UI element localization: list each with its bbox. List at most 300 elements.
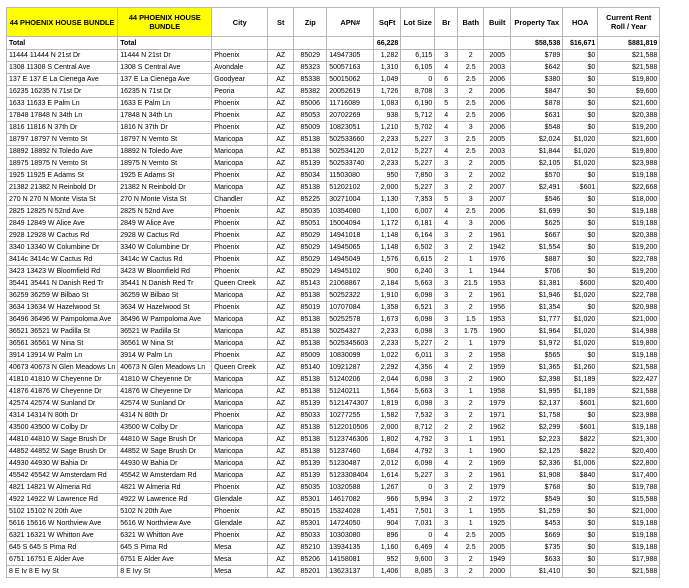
table-cell[interactable]: Chandler (212, 194, 268, 206)
total-cell[interactable] (294, 37, 327, 50)
table-cell[interactable]: AZ (268, 374, 294, 386)
table-cell[interactable]: 2,184 (374, 278, 401, 290)
table-cell[interactable]: $847 (511, 86, 563, 98)
table-cell[interactable]: $1,020 (563, 326, 598, 338)
table-cell[interactable]: 3 (435, 350, 458, 362)
table-cell[interactable]: Maricopa (212, 134, 268, 146)
table-cell[interactable]: Mesa (212, 554, 268, 566)
table-cell[interactable]: $22,427 (598, 374, 660, 386)
table-cell[interactable]: 85138 (294, 446, 327, 458)
table-cell[interactable]: 1961 (484, 230, 511, 242)
table-cell[interactable]: 1,673 (374, 314, 401, 326)
table-cell[interactable]: 2,012 (374, 146, 401, 158)
table-cell[interactable]: 17848 N 34th Ln (118, 110, 212, 122)
table-cell[interactable]: $1,020 (563, 338, 598, 350)
table-cell[interactable]: 2000 (484, 566, 511, 578)
table-cell[interactable]: 2 (458, 170, 484, 182)
table-cell[interactable]: 14945102 (327, 266, 374, 278)
table-cell[interactable]: Phoenix (212, 302, 268, 314)
table-cell[interactable]: 85143 (294, 278, 327, 290)
table-cell[interactable]: 4 (435, 530, 458, 542)
table-cell[interactable]: Avondale (212, 62, 268, 74)
table-cell[interactable]: 85301 (294, 494, 327, 506)
table-cell[interactable]: $1,908 (511, 470, 563, 482)
table-cell[interactable]: 3 (435, 314, 458, 326)
table-cell[interactable]: $0 (563, 482, 598, 494)
total-cell[interactable] (212, 37, 268, 50)
table-cell[interactable]: 1961 (484, 290, 511, 302)
table-cell[interactable]: 3 (435, 230, 458, 242)
table-cell[interactable]: $19,188 (598, 542, 660, 554)
table-cell[interactable]: 5,227 (401, 338, 435, 350)
table-cell[interactable]: 5123746306 (327, 434, 374, 446)
table-cell[interactable]: AZ (268, 182, 294, 194)
table-cell[interactable]: 1,100 (374, 206, 401, 218)
table-cell[interactable]: $789 (511, 50, 563, 62)
total-cell[interactable] (484, 37, 511, 50)
table-cell[interactable]: 4821 W Almeria Rd (118, 482, 212, 494)
table-cell[interactable]: 5616 W Northview Ave (118, 518, 212, 530)
header-cell[interactable]: City (212, 8, 268, 37)
table-cell[interactable]: 85053 (294, 110, 327, 122)
table-cell[interactable]: $21,000 (598, 506, 660, 518)
table-cell[interactable]: AZ (268, 86, 294, 98)
table-cell[interactable]: 137 E 137 E La Cienega Ave (7, 74, 118, 86)
table-cell[interactable]: 2 (458, 158, 484, 170)
table-cell[interactable]: 6,098 (401, 374, 435, 386)
table-cell[interactable]: 900 (374, 266, 401, 278)
table-cell[interactable]: 85138 (294, 314, 327, 326)
table-cell[interactable]: 2,000 (374, 422, 401, 434)
table-cell[interactable]: 3 (435, 446, 458, 458)
table-cell[interactable]: $21,600 (598, 134, 660, 146)
table-cell[interactable]: 4821 14821 W Almeria Rd (7, 482, 118, 494)
table-cell[interactable]: 1,022 (374, 350, 401, 362)
table-cell[interactable]: 4,792 (401, 446, 435, 458)
table-cell[interactable]: $21,600 (598, 98, 660, 110)
table-cell[interactable]: $840 (563, 470, 598, 482)
header-cell[interactable]: Zip (294, 8, 327, 37)
header-cell[interactable]: SqFt (374, 8, 401, 37)
table-cell[interactable]: $549 (511, 494, 563, 506)
table-cell[interactable]: 1,267 (374, 482, 401, 494)
table-cell[interactable]: 36496 W Pampoloma Ave (118, 314, 212, 326)
table-cell[interactable]: $22,788 (598, 290, 660, 302)
table-cell[interactable]: 2 (435, 338, 458, 350)
table-cell[interactable]: 2,233 (374, 326, 401, 338)
table-cell[interactable]: 85138 (294, 146, 327, 158)
table-cell[interactable]: Maricopa (212, 422, 268, 434)
table-cell[interactable]: 3414c 3414c W Cactus Rd (7, 254, 118, 266)
table-cell[interactable]: 7,031 (401, 518, 435, 530)
table-cell[interactable]: 5,702 (401, 122, 435, 134)
table-cell[interactable]: Maricopa (212, 470, 268, 482)
table-cell[interactable]: $1,844 (511, 146, 563, 158)
table-cell[interactable]: 5,227 (401, 470, 435, 482)
table-cell[interactable]: 35441 N Danish Red Tr (118, 278, 212, 290)
table-cell[interactable]: 1960 (484, 326, 511, 338)
table-cell[interactable]: 20052619 (327, 86, 374, 98)
table-cell[interactable]: 4922 14922 W Lawrence Rd (7, 494, 118, 506)
table-cell[interactable]: $0 (563, 494, 598, 506)
table-cell[interactable]: $2,398 (511, 374, 563, 386)
table-cell[interactable]: AZ (268, 314, 294, 326)
table-cell[interactable]: 2 (458, 494, 484, 506)
table-cell[interactable]: 2005 (484, 158, 511, 170)
table-cell[interactable]: 1816 11816 N 37th Dr (7, 122, 118, 134)
total-cell[interactable] (268, 37, 294, 50)
table-cell[interactable]: 85225 (294, 194, 327, 206)
table-cell[interactable]: Mesa (212, 566, 268, 578)
table-cell[interactable]: 85029 (294, 50, 327, 62)
table-cell[interactable]: 18892 N Toledo Ave (118, 146, 212, 158)
table-cell[interactable]: AZ (268, 338, 294, 350)
table-cell[interactable]: Glendale (212, 494, 268, 506)
table-cell[interactable]: 1972 (484, 494, 511, 506)
table-cell[interactable]: $0 (563, 170, 598, 182)
table-cell[interactable]: 1 (458, 506, 484, 518)
table-cell[interactable]: 2006 (484, 206, 511, 218)
table-cell[interactable]: $21,588 (598, 386, 660, 398)
table-cell[interactable]: $1,189 (563, 386, 598, 398)
table-cell[interactable]: 85138 (294, 182, 327, 194)
table-cell[interactable]: Phoenix (212, 50, 268, 62)
table-cell[interactable]: Phoenix (212, 410, 268, 422)
table-cell[interactable]: 1,172 (374, 218, 401, 230)
table-cell[interactable]: 2 (458, 50, 484, 62)
table-cell[interactable]: $22,788 (598, 254, 660, 266)
table-cell[interactable]: 4 (435, 542, 458, 554)
table-cell[interactable]: Maricopa (212, 146, 268, 158)
table-cell[interactable]: 1969 (484, 458, 511, 470)
table-cell[interactable]: $19,800 (598, 338, 660, 350)
table-cell[interactable]: 2 (458, 362, 484, 374)
table-cell[interactable]: 1955 (484, 506, 511, 518)
table-cell[interactable]: 3340 W Columbine Dr (118, 242, 212, 254)
table-cell[interactable]: $735 (511, 542, 563, 554)
table-cell[interactable]: $2,024 (511, 134, 563, 146)
table-cell[interactable]: Maricopa (212, 458, 268, 470)
table-cell[interactable]: 85138 (294, 290, 327, 302)
table-cell[interactable]: $0 (563, 542, 598, 554)
table-cell[interactable]: 11503080 (327, 170, 374, 182)
table-cell[interactable]: 1,148 (374, 230, 401, 242)
table-cell[interactable]: $19,200 (598, 242, 660, 254)
table-cell[interactable]: $1,381 (511, 278, 563, 290)
table-cell[interactable]: 1 (458, 518, 484, 530)
table-cell[interactable]: $1,699 (511, 206, 563, 218)
table-cell[interactable]: AZ (268, 170, 294, 182)
table-cell[interactable]: 952 (374, 554, 401, 566)
table-cell[interactable]: 2,044 (374, 374, 401, 386)
table-cell[interactable]: $19,188 (598, 206, 660, 218)
header-cell[interactable]: Lot Size (401, 8, 435, 37)
table-cell[interactable]: 3 (435, 470, 458, 482)
table-cell[interactable]: Maricopa (212, 446, 268, 458)
table-cell[interactable]: 2849 12849 W Alice Ave (7, 218, 118, 230)
table-cell[interactable]: 13623137 (327, 566, 374, 578)
table-cell[interactable]: $2,125 (511, 446, 563, 458)
table-cell[interactable]: 8,085 (401, 566, 435, 578)
table-cell[interactable]: 17848 17848 N 34th Ln (7, 110, 118, 122)
table-cell[interactable]: 2007 (484, 194, 511, 206)
table-cell[interactable]: $1,020 (563, 134, 598, 146)
table-cell[interactable]: 5,663 (401, 386, 435, 398)
table-cell[interactable]: 40673 40673 N Glen Meadows Ln (7, 362, 118, 374)
header-cell[interactable]: Bath (458, 8, 484, 37)
table-cell[interactable]: 2.5 (458, 110, 484, 122)
table-cell[interactable]: $17,400 (598, 470, 660, 482)
table-cell[interactable]: 8 E Ivy St (118, 566, 212, 578)
table-cell[interactable]: 5121474307 (327, 398, 374, 410)
table-cell[interactable]: 1979 (484, 338, 511, 350)
table-cell[interactable]: 2 (458, 86, 484, 98)
table-cell[interactable]: 41876 W Cheyenne Dr (118, 386, 212, 398)
table-cell[interactable]: 2005 (484, 542, 511, 554)
table-cell[interactable]: 1,614 (374, 470, 401, 482)
table-cell[interactable]: $1,259 (511, 506, 563, 518)
table-cell[interactable]: 1,819 (374, 398, 401, 410)
table-cell[interactable]: 36496 36496 W Pampoloma Ave (7, 314, 118, 326)
table-cell[interactable]: Phoenix (212, 350, 268, 362)
table-cell[interactable]: AZ (268, 74, 294, 86)
table-cell[interactable]: 85201 (294, 566, 327, 578)
table-cell[interactable]: 3 (435, 482, 458, 494)
table-cell[interactable]: 1308 11308 S Central Ave (7, 62, 118, 74)
table-cell[interactable]: 7,353 (401, 194, 435, 206)
table-cell[interactable]: $1,972 (511, 338, 563, 350)
table-cell[interactable]: Phoenix (212, 266, 268, 278)
table-cell[interactable]: 1,160 (374, 542, 401, 554)
table-cell[interactable]: $1,995 (511, 386, 563, 398)
table-cell[interactable]: 3 (435, 518, 458, 530)
table-cell[interactable]: Phoenix (212, 482, 268, 494)
table-cell[interactable]: $0 (563, 194, 598, 206)
table-cell[interactable]: 5,227 (401, 134, 435, 146)
table-cell[interactable]: 896 (374, 530, 401, 542)
table-cell[interactable]: $1,354 (511, 302, 563, 314)
table-cell[interactable]: 45542 W Amsterdam Rd (118, 470, 212, 482)
table-cell[interactable]: 2005 (484, 50, 511, 62)
table-cell[interactable]: 85338 (294, 74, 327, 86)
table-cell[interactable]: 1960 (484, 446, 511, 458)
header-cell[interactable]: APN# (327, 8, 374, 37)
table-cell[interactable]: 3 (435, 326, 458, 338)
table-cell[interactable]: 5,663 (401, 278, 435, 290)
table-cell[interactable]: 2006 (484, 74, 511, 86)
table-cell[interactable]: 8 E Iv 8 E Ivy St (7, 566, 118, 578)
table-cell[interactable]: $1,554 (511, 242, 563, 254)
table-cell[interactable]: 6,105 (401, 62, 435, 74)
total-cell[interactable]: Total (7, 37, 118, 50)
table-cell[interactable]: 3 (458, 122, 484, 134)
table-cell[interactable]: $2,491 (511, 182, 563, 194)
table-cell[interactable]: 2 (458, 398, 484, 410)
table-cell[interactable]: Maricopa (212, 182, 268, 194)
table-cell[interactable]: 43500 W Colby Dr (118, 422, 212, 434)
table-cell[interactable]: 2 (458, 554, 484, 566)
table-cell[interactable]: 904 (374, 518, 401, 530)
table-cell[interactable]: Goodyear (212, 74, 268, 86)
table-cell[interactable]: 2 (458, 422, 484, 434)
table-cell[interactable]: 1925 11925 E Adams St (7, 170, 118, 182)
table-cell[interactable]: AZ (268, 194, 294, 206)
table-cell[interactable]: 2003 (484, 62, 511, 74)
table-cell[interactable]: $0 (563, 410, 598, 422)
table-cell[interactable]: 6321 16321 W Whitton Ave (7, 530, 118, 542)
table-cell[interactable]: Phoenix (212, 254, 268, 266)
table-cell[interactable]: Phoenix (212, 122, 268, 134)
table-cell[interactable]: 938 (374, 110, 401, 122)
table-cell[interactable]: 2 (458, 410, 484, 422)
table-cell[interactable]: 8,708 (401, 86, 435, 98)
table-cell[interactable]: 137 E La Cienega Ave (118, 74, 212, 86)
table-cell[interactable]: AZ (268, 122, 294, 134)
table-cell[interactable]: $18,000 (598, 194, 660, 206)
table-cell[interactable]: $23,988 (598, 158, 660, 170)
table-cell[interactable]: 44810 W Sage Brush Dr (118, 434, 212, 446)
table-cell[interactable]: 11444 11444 N 21st Dr (7, 50, 118, 62)
table-cell[interactable]: $601 (563, 398, 598, 410)
table-cell[interactable]: $20,388 (598, 230, 660, 242)
table-cell[interactable]: 3 (435, 242, 458, 254)
table-cell[interactable]: AZ (268, 218, 294, 230)
table-cell[interactable]: $22,800 (598, 458, 660, 470)
table-cell[interactable]: 1633 11633 E Palm Ln (7, 98, 118, 110)
table-cell[interactable]: $19,188 (598, 530, 660, 542)
table-cell[interactable]: $0 (563, 74, 598, 86)
table-cell[interactable]: $600 (563, 278, 598, 290)
header-cell[interactable]: St (268, 8, 294, 37)
table-cell[interactable]: $887 (511, 254, 563, 266)
table-cell[interactable]: 1951 (484, 434, 511, 446)
table-cell[interactable]: AZ (268, 518, 294, 530)
table-cell[interactable]: 85138 (294, 386, 327, 398)
table-cell[interactable]: 0 (401, 482, 435, 494)
table-cell[interactable]: 1,451 (374, 506, 401, 518)
table-cell[interactable]: 2928 W Cactus Rd (118, 230, 212, 242)
table-cell[interactable]: $14,988 (598, 326, 660, 338)
table-cell[interactable]: 36521 W Padilla St (118, 326, 212, 338)
table-cell[interactable]: 21068867 (327, 278, 374, 290)
table-cell[interactable]: 3634 13634 W Hazelwood St (7, 302, 118, 314)
table-cell[interactable]: 1,576 (374, 254, 401, 266)
table-cell[interactable]: $23,988 (598, 410, 660, 422)
table-cell[interactable]: 6,098 (401, 458, 435, 470)
table-cell[interactable]: 1,726 (374, 86, 401, 98)
table-cell[interactable]: $1,946 (511, 290, 563, 302)
table-cell[interactable]: 4 (435, 122, 458, 134)
table-cell[interactable]: 85035 (294, 482, 327, 494)
table-cell[interactable]: $0 (563, 566, 598, 578)
table-cell[interactable]: 10921287 (327, 362, 374, 374)
table-cell[interactable]: 14617082 (327, 494, 374, 506)
table-cell[interactable]: 645 S Pima Rd (118, 542, 212, 554)
table-cell[interactable]: 36521 36521 W Padilla St (7, 326, 118, 338)
table-cell[interactable]: $1,410 (511, 566, 563, 578)
table-cell[interactable]: 0 (401, 530, 435, 542)
table-cell[interactable]: 1,210 (374, 122, 401, 134)
table-cell[interactable]: 3 (435, 434, 458, 446)
table-cell[interactable]: AZ (268, 98, 294, 110)
table-cell[interactable]: 2849 W Alice Ave (118, 218, 212, 230)
table-cell[interactable]: $878 (511, 98, 563, 110)
table-cell[interactable]: 50057163 (327, 62, 374, 74)
table-cell[interactable]: 85029 (294, 266, 327, 278)
table-cell[interactable]: 6751 E Alder Ave (118, 554, 212, 566)
table-cell[interactable]: 85035 (294, 206, 327, 218)
table-cell[interactable]: 2002 (484, 170, 511, 182)
table-cell[interactable]: $19,188 (598, 170, 660, 182)
table-cell[interactable]: $0 (563, 506, 598, 518)
table-cell[interactable]: 85139 (294, 158, 327, 170)
table-cell[interactable]: $19,200 (598, 122, 660, 134)
table-cell[interactable]: 3 (435, 386, 458, 398)
table-cell[interactable]: $19,188 (598, 518, 660, 530)
table-cell[interactable]: 1953 (484, 278, 511, 290)
table-cell[interactable]: Peoria (212, 86, 268, 98)
table-cell[interactable]: 14945049 (327, 254, 374, 266)
table-cell[interactable]: AZ (268, 398, 294, 410)
table-cell[interactable]: 3 (435, 278, 458, 290)
table-cell[interactable]: Maricopa (212, 434, 268, 446)
table-cell[interactable]: 6 (435, 74, 458, 86)
table-cell[interactable]: 2.5 (458, 134, 484, 146)
table-cell[interactable]: 2.5 (458, 206, 484, 218)
table-cell[interactable]: 4,792 (401, 434, 435, 446)
table-cell[interactable]: 30271004 (327, 194, 374, 206)
table-cell[interactable]: 2007 (484, 182, 511, 194)
table-cell[interactable]: 4 (435, 146, 458, 158)
table-cell[interactable]: 85009 (294, 122, 327, 134)
table-cell[interactable]: 2 (458, 242, 484, 254)
table-cell[interactable]: 10277255 (327, 410, 374, 422)
table-cell[interactable]: $19,800 (598, 146, 660, 158)
table-cell[interactable]: 6,115 (401, 50, 435, 62)
table-cell[interactable]: 1,148 (374, 242, 401, 254)
table-cell[interactable]: 3 (435, 182, 458, 194)
table-cell[interactable]: $17,988 (598, 554, 660, 566)
table-cell[interactable]: 2 (458, 182, 484, 194)
table-cell[interactable]: 2,233 (374, 134, 401, 146)
table-cell[interactable]: 44810 44810 W Sage Brush Dr (7, 434, 118, 446)
table-cell[interactable]: $625 (511, 218, 563, 230)
table-cell[interactable]: 502533740 (327, 158, 374, 170)
table-cell[interactable]: Glendale (212, 518, 268, 530)
table-cell[interactable]: 1953 (484, 314, 511, 326)
table-cell[interactable]: 13934135 (327, 542, 374, 554)
table-cell[interactable]: $19,200 (598, 266, 660, 278)
table-cell[interactable]: $21,000 (598, 314, 660, 326)
table-cell[interactable]: 0 (401, 74, 435, 86)
table-cell[interactable]: 1961 (484, 470, 511, 482)
table-cell[interactable]: 50252322 (327, 290, 374, 302)
table-cell[interactable]: 3 (435, 158, 458, 170)
table-cell[interactable]: AZ (268, 158, 294, 170)
table-cell[interactable]: 85138 (294, 338, 327, 350)
table-cell[interactable]: 1 (458, 254, 484, 266)
table-cell[interactable]: 36561 36561 W Nina St (7, 338, 118, 350)
table-cell[interactable]: 10830099 (327, 350, 374, 362)
table-cell[interactable]: 3 (435, 398, 458, 410)
table-cell[interactable]: 2 (435, 422, 458, 434)
table-cell[interactable]: 1942 (484, 242, 511, 254)
table-cell[interactable]: $19,788 (598, 482, 660, 494)
table-cell[interactable]: AZ (268, 566, 294, 578)
table-cell[interactable]: 6,615 (401, 254, 435, 266)
table-cell[interactable]: 645 S 645 S Pima Rd (7, 542, 118, 554)
table-cell[interactable]: 14945065 (327, 242, 374, 254)
